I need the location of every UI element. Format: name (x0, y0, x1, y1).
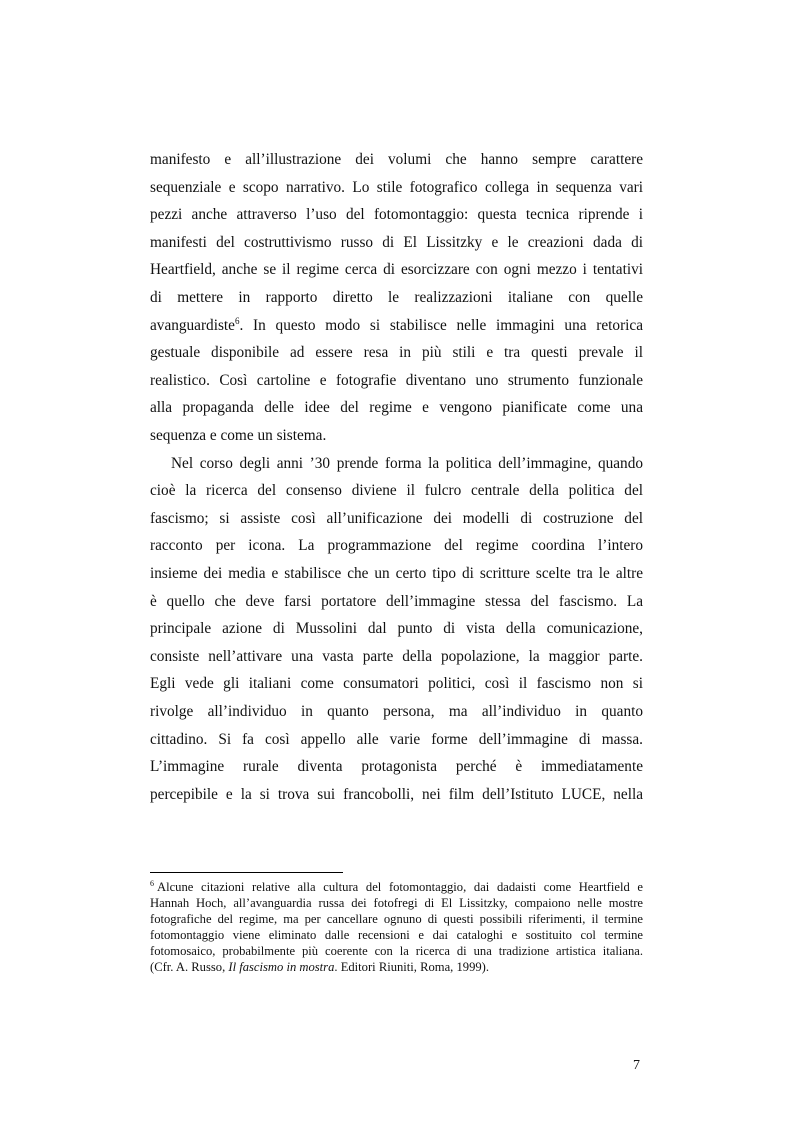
body-line: insieme dei media e stabilisce che un certo tipo di scritture scelte tra le altre (150, 565, 643, 582)
body-line (150, 316, 643, 336)
body-line: Egli vede gli italiani come consumatori politici, così il fascismo non si (150, 675, 643, 692)
body-line: sequenza e come un sistema. (150, 427, 327, 444)
body-line: pezzi anche attraverso l’uso del fotomontaggio: questa tecnica riprende i (150, 206, 643, 223)
footnote-line: Hannah Hoch, all’avanguardia russa dei fotofregi di El Lissitzky, compaiono nelle mostre (150, 896, 643, 910)
footnote-line-text: (Cfr. A. Russo, (150, 960, 229, 974)
footnote-number: 6 (150, 879, 154, 888)
footnote-line (150, 959, 643, 975)
footnote-line: fotomontaggio viene eliminato dalle recensioni e dai cataloghi e sostituito col termine (150, 928, 643, 942)
footnote-line (150, 879, 643, 895)
body-line: rivolge all’individuo in quanto persona, ma all’individuo in quanto (150, 703, 643, 720)
body-line: cioè la ricerca del consenso diviene il fulcro centrale della politica del (150, 482, 643, 499)
body-line: fascismo; si assiste così all’unificazione dei modelli di costruzione del (150, 510, 643, 527)
footnote-separator (150, 872, 343, 873)
body-line: realistico. Così cartoline e fotografie diventano uno strumento funzionale (150, 372, 643, 389)
footnote-line: fotografiche del regime, ma per cancellare ognuno di questi possibili riferimenti, il termine (150, 912, 643, 926)
body-line: manifesto e all’illustrazione dei volumi che hanno sempre carattere (150, 151, 643, 168)
body-line-text: . In questo modo si stabilisce nelle immagini una retorica (239, 317, 643, 334)
body-line: L’immagine rurale diventa protagonista perché è immediatamente (150, 758, 643, 775)
body-line-text: avanguardiste (150, 317, 235, 334)
body-line: è quello che deve farsi portatore dell’immagine stessa del fascismo. La (150, 593, 643, 610)
footnote-line-text: . Editori Riuniti, Roma, 1999). (334, 960, 490, 974)
body-line: di mettere in rapporto diretto le realizzazioni italiane con quelle (150, 289, 643, 306)
body-line: sequenziale e scopo narrativo. Lo stile fotografico collega in sequenza vari (150, 179, 643, 196)
body-line: cittadino. Si fa così appello alle varie forme dell’immagine di massa. (150, 731, 643, 748)
footnote-line-text: Alcune citazioni relative alla cultura del fotomontaggio, dai dadaisti come Heartfield e (157, 880, 643, 894)
footnote-line: fotomosaico, probabilmente più coerente con la ricerca di una tradizione artistica italiana. (150, 944, 643, 958)
body-line: consiste nell’attivare una vasta parte della popolazione, la maggior parte. (150, 648, 643, 665)
body-line: racconto per icona. La programmazione del regime coordina l’intero (150, 537, 643, 554)
body-line: manifesti del costruttivismo russo di El Lissitzky e le creazioni dada di (150, 234, 643, 251)
body-line: Heartfield, anche se il regime cerca di esorcizzare con ogni mezzo i tentativi (150, 261, 643, 278)
body-line: percepibile e la si trova sui francobolli, nei film dell’Istituto LUCE, nella (150, 786, 643, 803)
body-line: alla propaganda delle idee del regime e vengono pianificate come una (150, 399, 643, 416)
body-line: gestuale disponibile ad essere resa in più stili e tra questi prevale il (150, 344, 643, 361)
cited-title: Il fascismo in mostra (228, 960, 335, 974)
body-line: principale azione di Mussolini dal punto di vista della comunicazione, (150, 620, 643, 637)
footnote-reference: 6 (234, 316, 240, 326)
body-line: Nel corso degli anni ’30 prende forma la politica dell’immagine, quando (171, 455, 643, 472)
page-number: 7 (633, 1058, 640, 1073)
